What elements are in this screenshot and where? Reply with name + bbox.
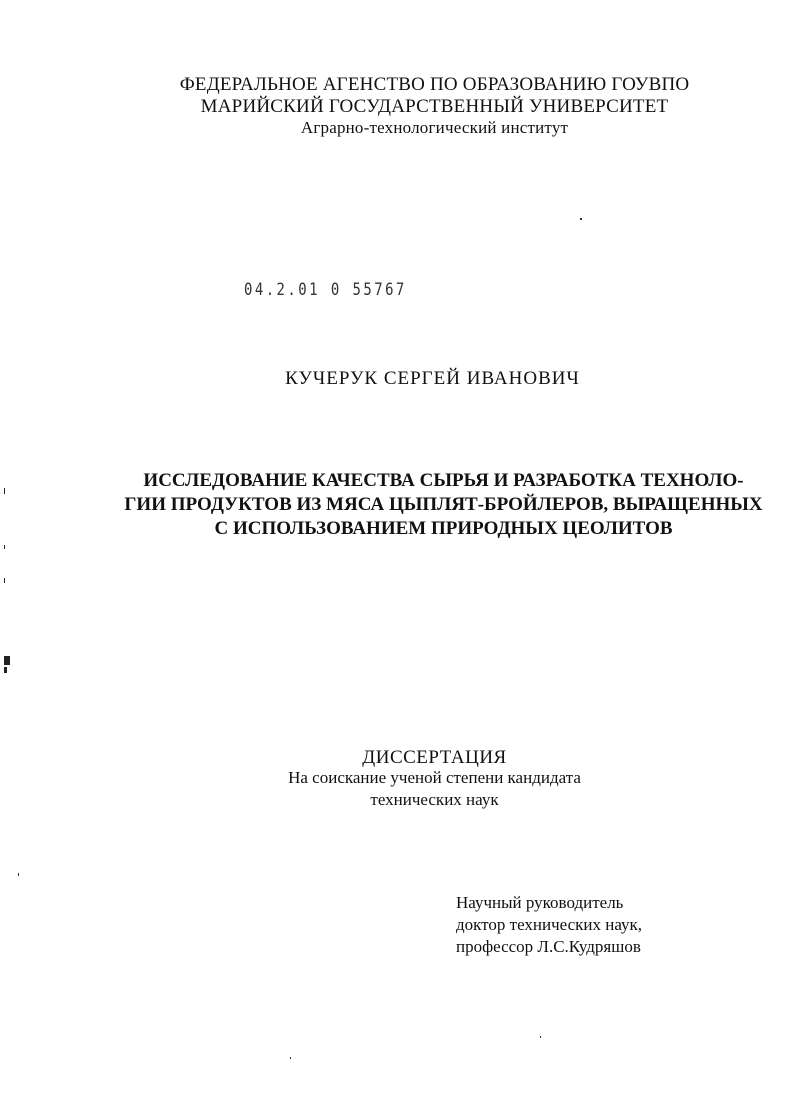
registration-number-stamp: 04.2.01 0 55767 <box>244 280 407 300</box>
scan-margin-mark <box>4 667 7 673</box>
organization-line-1: ФЕДЕРАЛЬНОЕ АГЕНСТВО ПО ОБРАЗОВАНИЮ ГОУВПО <box>179 74 690 95</box>
advisor-name: профессор Л.С.Кудряшов <box>456 937 641 956</box>
institute-name: Аграрно-технологический институт <box>300 118 569 137</box>
scan-speck <box>290 1057 291 1059</box>
scan-speck <box>580 218 582 220</box>
degree-line-2: технических наук <box>370 790 499 809</box>
dissertation-title-line-3: С ИСПОЛЬЗОВАНИЕМ ПРИРОДНЫХ ЦЕОЛИТОВ <box>214 518 673 539</box>
scan-margin-mark <box>4 578 5 583</box>
document-type: ДИССЕРТАЦИЯ <box>362 747 507 768</box>
scan-margin-mark <box>4 545 5 549</box>
organization-line-2: МАРИЙСКИЙ ГОСУДАРСТВЕННЫЙ УНИВЕРСИТЕТ <box>200 96 669 117</box>
dissertation-title-line-2: ГИИ ПРОДУКТОВ ИЗ МЯСА ЦЫПЛЯТ-БРОЙЛЕРОВ, ВЫРАЩЕННЫХ <box>124 494 763 515</box>
scan-speck <box>18 873 19 876</box>
author-name: КУЧЕРУК СЕРГЕЙ ИВАНОВИЧ <box>285 368 580 389</box>
advisor-role: Научный руководитель <box>456 893 624 912</box>
advisor-degree: доктор технических наук, <box>456 915 643 934</box>
dissertation-title-line-1: ИССЛЕДОВАНИЕ КАЧЕСТВА СЫРЬЯ И РАЗРАБОТКА ТЕХНОЛО- <box>143 470 744 491</box>
scan-margin-mark <box>4 488 5 494</box>
scan-margin-mark <box>4 656 10 665</box>
degree-line-1: На соискание ученой степени кандидата <box>288 768 581 787</box>
scan-speck <box>540 1036 541 1038</box>
